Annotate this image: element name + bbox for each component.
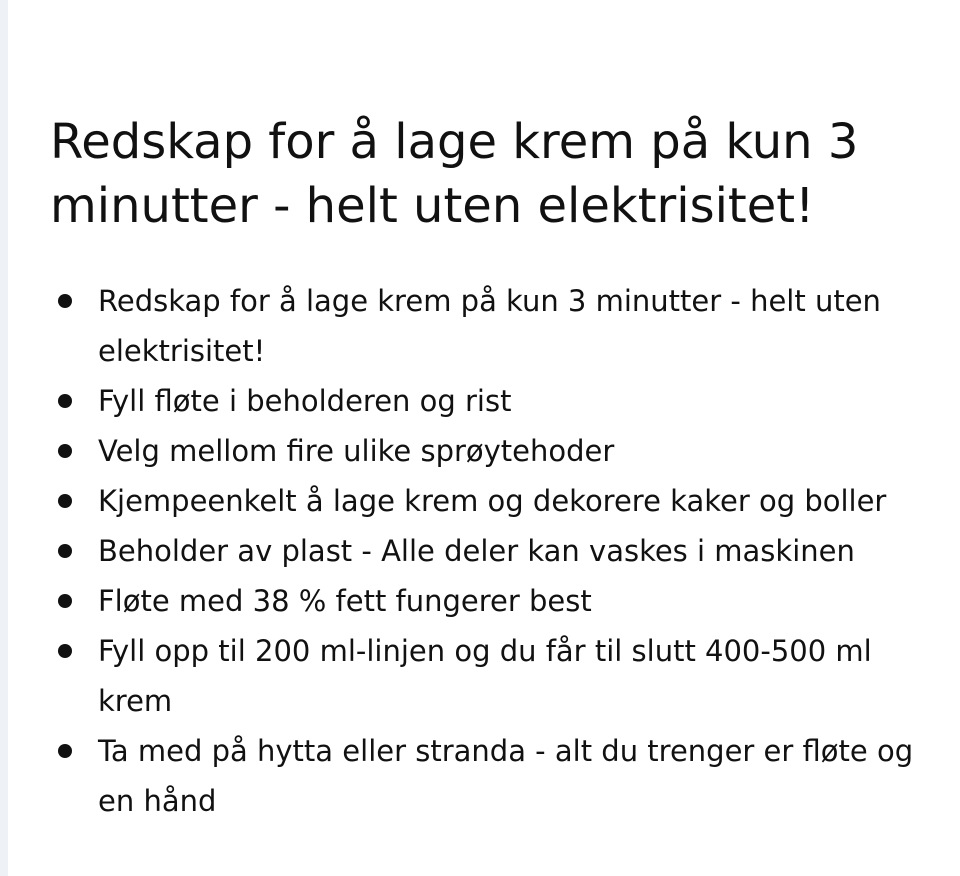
list-item-text: Velg mellom fire ulike sprøytehoder (98, 434, 615, 468)
list-item (50, 376, 955, 426)
list-item (50, 476, 955, 526)
list-item-text: Kjempeenkelt å lage krem og dekorere kaker og boller (98, 484, 887, 518)
list-item-text: Fyll fløte i beholderen og rist (98, 384, 512, 418)
page-title: Redskap for å lage krem på kun 3 minutter - helt uten elektrisitet! (50, 114, 859, 234)
list-item (50, 726, 955, 826)
bullet-dot-icon (58, 544, 72, 558)
list-item-text: Ta med på hytta eller stranda - alt du trenger er fløte og en hånd (98, 734, 914, 818)
list-item-text: Redskap for å lage krem på kun 3 minutter - helt uten elektrisitet! (98, 284, 881, 368)
bullet-dot-icon (58, 644, 72, 658)
bullet-dot-icon (58, 744, 72, 758)
list-item-text: Fløte med 38 % fett fungerer best (98, 584, 592, 618)
list-item (50, 526, 955, 576)
left-edge-strip (0, 0, 8, 876)
list-item (50, 626, 955, 726)
list-item (50, 426, 955, 476)
list-item (50, 576, 955, 626)
bullet-dot-icon (58, 394, 72, 408)
feature-list (50, 276, 955, 826)
bullet-dot-icon (58, 494, 72, 508)
bullet-dot-icon (58, 294, 72, 308)
list-item-text: Fyll opp til 200 ml-linjen og du får til slutt 400-500 ml krem (98, 634, 872, 718)
list-item (50, 276, 955, 376)
bullet-dot-icon (58, 444, 72, 458)
bullet-dot-icon (58, 594, 72, 608)
list-item-text: Beholder av plast - Alle deler kan vaskes i maskinen (98, 534, 855, 568)
